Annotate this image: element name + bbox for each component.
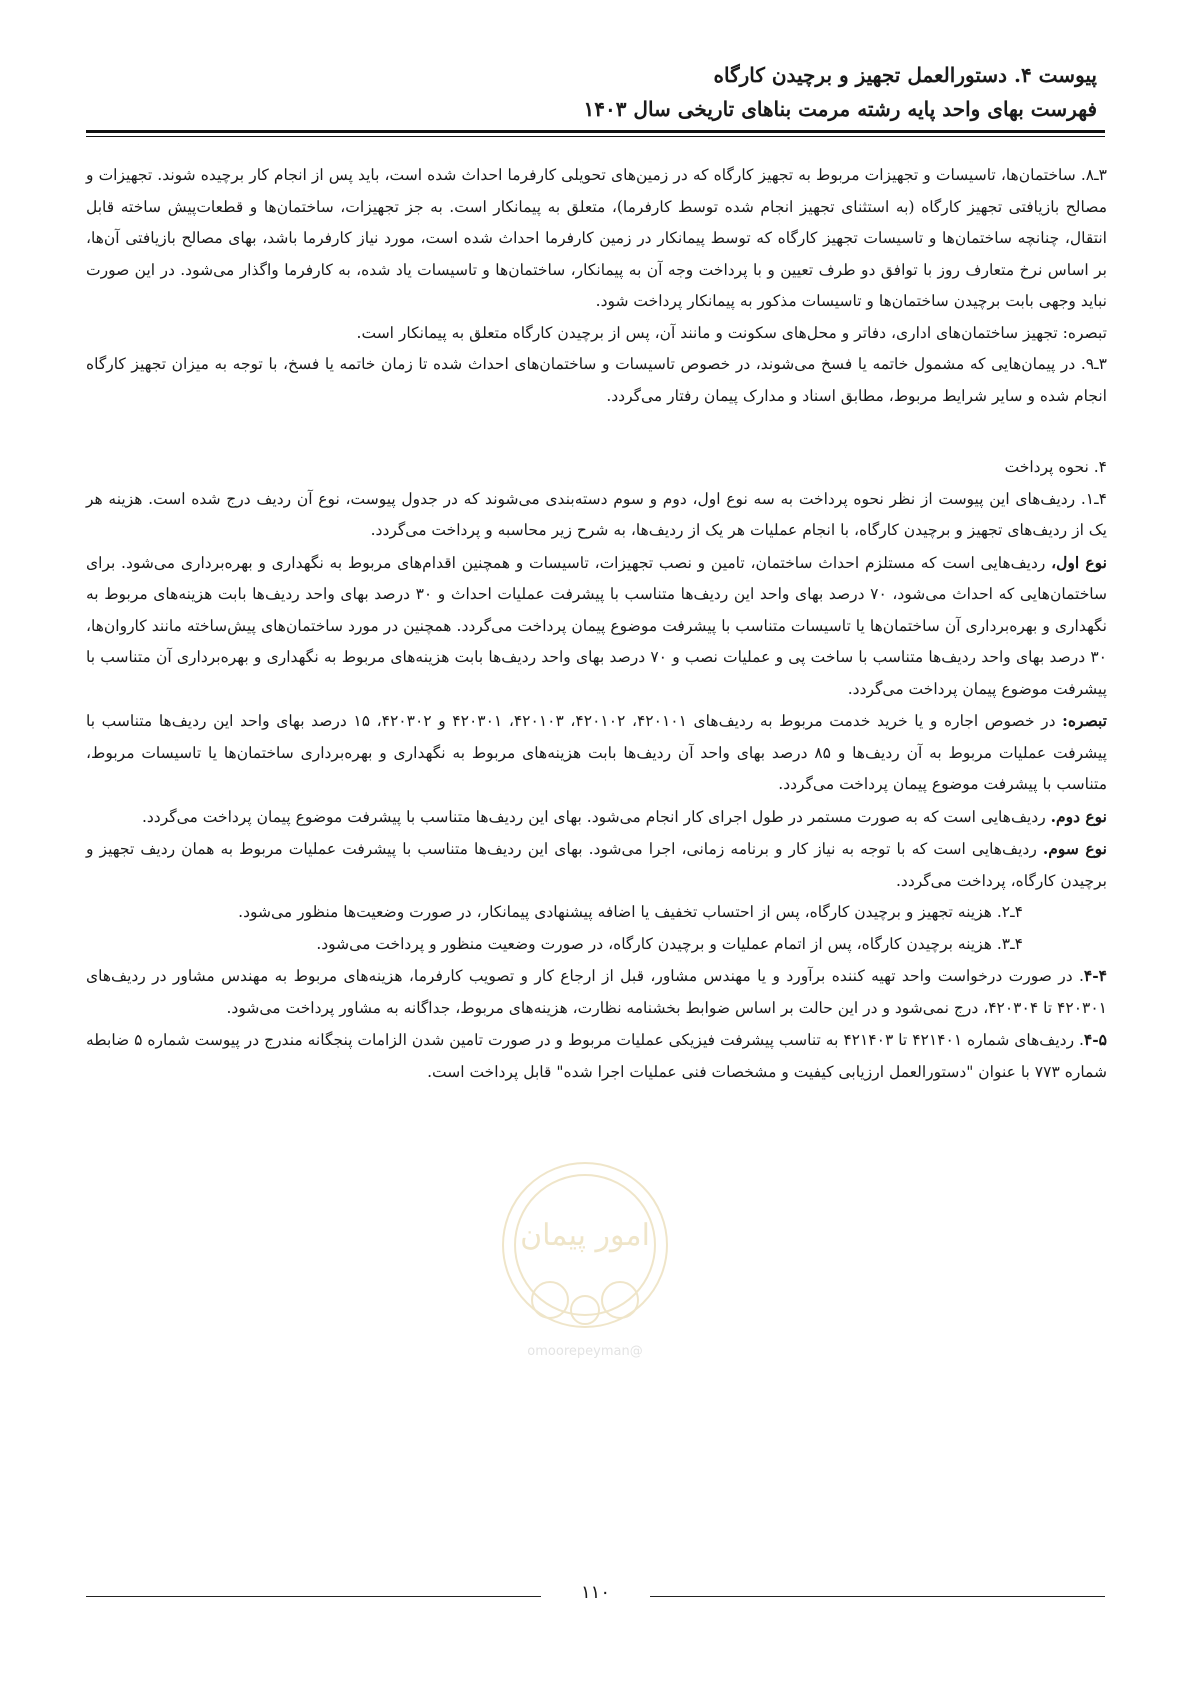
type-2-text: ردیف‌هایی است که به صورت مستمر در طول اجرای کار انجام می‌شود. بهای این ردیف‌ها متناسب با پیشرفت موضوع پیمان پرداخت می‌گردد. xyxy=(141,807,1051,826)
paragraph-3-8: ۳ـ۸. ساختمان‌ها، تاسیسات و تجهیزات مربوط به تجهیز کارگاه که در زمین‌های تحویلی کارفرما احداث شده است، باید پس از انجام کار برچیده شوند. تجهیزات و مصالح بازیافتی تجهیز کارگاه (به استثنای تجهیز انجام شده توسط کارفرما)، متعلق به پیمانکار است. به جز تجهیزات، ساختمان‌ها و قطعات‌پیش ساخته قابل انتقال، چنانچه ساختمان‌ها و تاسیسات تجهیز کارگاه که توسط پیمانکار در زمین کارفرما احداث شده است، مورد نیاز کارفرما باشد، بهای مصالح بازیافتی آن‌ها، بر اساس نرخ متعارف روز با توافق دو طرف تعیین و با پرداخت وجه آن به پیمانکار، ساختمان‌ها و تاسیسات یاد شده، به کارفرما واگذار می‌شود. در این صورت نباید وجهی بابت برچیدن ساختمان‌ها و تاسیسات مذکور به پیمانکار پرداخت شود. xyxy=(86,166,1107,310)
p4-5-label: ۴-۵ xyxy=(1083,1030,1107,1049)
header-title-line1: پیوست ۴. دستورالعمل تجهیز و برچیدن کارگاه xyxy=(713,63,1097,87)
note-label: تبصره: xyxy=(1062,711,1107,730)
paragraph-note xyxy=(86,705,1107,801)
watermark-logo xyxy=(480,1150,690,1370)
paragraph-3-8-note: تبصره: تجهیز ساختمان‌های اداری، دفاتر و محل‌های سکونت و مانند آن، پس از برچیدن کارگاه متعلق به پیمانکار است. xyxy=(356,323,1107,342)
paragraph-type-2 xyxy=(86,801,1107,834)
paragraph-4-1: ۴ـ۱. ردیف‌های این پیوست از نظر نحوه پرداخت به سه نوع اول، دوم و سوم دسته‌بندی می‌شوند که در جدول پیوست، نوع آن ردیف درج شده است. هزینه هر یک از ردیف‌های تجهیز و برچیدن کارگاه، با انجام عملیات هر یک از ردیف‌ها، به شرح زیر محاسبه و پرداخت می‌گردد. xyxy=(86,489,1107,539)
paragraph-4-5 xyxy=(86,1024,1107,1088)
type-3-text: ردیف‌هایی است که با توجه به نیاز کار و برنامه زمانی، اجرا می‌شود. بهای این ردیف‌ها متناسب با پیشرفت عملیات مربوط به همان ردیف تجهیز و برچیدن کارگاه، پرداخت می‌گردد. xyxy=(86,840,1107,890)
type-2-label: نوع دوم. xyxy=(1050,806,1107,826)
page-number: ۱۱۰ xyxy=(580,1582,610,1603)
header-rule-thin xyxy=(86,136,1105,137)
section-4-heading: ۴. نحوه پرداخت xyxy=(1004,458,1107,476)
paragraph-4-4 xyxy=(86,960,1107,1024)
type-1-text: ردیف‌هایی است که مستلزم احداث ساختمان، تامین و نصب تجهیزات، تاسیسات و همچنین اقدام‌های مربوط به نگهداری و بهره‌برداری می‌شود. برای ساختمان‌هایی که احداث می‌شود، ۷۰ درصد بهای واحد این ردیف‌ها متناسب با پیشرفت عملیات احداث و ۳۰ درصد بهای واحد ردیف‌ها بابت هزینه‌های مربوط به نگهداری و بهره‌برداری آن ساختمان‌ها یا تاسیسات متناسب با پیشرفت موضوع پیمان پرداخت می‌گردد. همچنین در مورد ساختمان‌های پیش‌ساخته مانند کاروان‌ها، ۳۰ درصد بهای واحد ردیف‌ها متناسب با ساخت پی و عملیات نصب و ۷۰ درصد بهای واحد ردیف‌ها بابت هزینه‌های مربوط به نگهداری و بهره‌برداری آن متناسب با پیشرفت موضوع پیمان پرداخت می‌گردد. xyxy=(86,553,1108,698)
note-text: در خصوص اجاره و یا خرید خدمت مربوط به ردیف‌های ۴۲۰۱۰۱، ۴۲۰۱۰۲، ۴۲۰۱۰۳، ۴۲۰۳۰۱ و ۴۲۰۳۰۲، ۱۵ درصد بهای واحد این ردیف‌ها متناسب با پیشرفت عملیات مربوط به آن ردیف‌ها و ۸۵ درصد بهای واحد آن ردیف‌ها بابت هزینه‌های مربوط به نگهداری و بهره‌برداری ساختمان‌ها یا تاسیسات مربوط، متناسب با پیشرفت موضوع پیمان پرداخت می‌گردد. xyxy=(86,712,1107,793)
p4-5-text: . ردیف‌های شماره ۴۲۱۴۰۱ تا ۴۲۱۴۰۳ به تناسب پیشرفت فیزیکی عملیات مربوط و در صورت تامین شدن الزامات پنجگانه مندرج در پیوست شماره ۵ ضابطه شماره ۷۷۳ با عنوان "دستورالعمل ارزیابی کیفیت و مشخصات فنی عملیات اجرا شده" قابل پرداخت است. xyxy=(86,1031,1107,1081)
paragraph-4-2: ۴ـ۲. هزینه تجهیز و برچیدن کارگاه، پس از احتساب تخفیف یا اضافه پیشنهادی پیمانکار، در صورت وضعیت‌ها منظور می‌شود. xyxy=(238,903,1023,921)
paragraph-3-9: ۳ـ۹. در پیمان‌هایی که مشمول خاتمه یا فسخ می‌شوند، در خصوص تاسیسات و ساختمان‌های احداث شده تا زمان خاتمه یا فسخ، با توجه به میزان تجهیز کارگاه انجام شده و سایر شرایط مربوط، مطابق اسناد و مدارک پیمان رفتار می‌گردد. xyxy=(86,355,1107,405)
watermark-text: امور پیمان xyxy=(520,1218,650,1253)
paragraph-type-1 xyxy=(86,547,1107,706)
p4-4-text: . در صورت درخواست واحد تهیه کننده برآورد و یا مهندس مشاور، قبل از ارجاع کار و تصویب کارفرما، هزینه‌های مربوط به مهندس مشاور در ردیف‌های ۴۲۰۳۰۱ تا ۴۲۰۳۰۴، درج نمی‌شود و در این حالت بر اساس ضوابط بخشنامه نظارت، هزینه‌های مربوط، جداگانه به مشاور پرداخت می‌شود. xyxy=(86,967,1107,1017)
watermark-handle: @omoorepeyman xyxy=(527,1344,643,1359)
header-title-line2: فهرست بهای واحد پایه رشته مرمت بناهای تاریخی سال ۱۴۰۳ xyxy=(583,97,1097,121)
header-rule-thick xyxy=(86,130,1105,133)
type-3-label: نوع سوم. xyxy=(1042,839,1107,858)
section-gap xyxy=(86,412,1107,452)
paragraph-4-3: ۴ـ۳. هزینه برچیدن کارگاه، پس از اتمام عملیات و برچیدن کارگاه، در صورت وضعیت منظور و پرداخت می‌شود. xyxy=(316,934,1023,953)
paragraph-type-3 xyxy=(86,833,1107,897)
type-1-label: نوع اول، xyxy=(1051,552,1107,572)
page-header xyxy=(86,58,1105,126)
p4-4-label: ۴-۴ xyxy=(1083,966,1107,985)
document-body xyxy=(86,160,1107,1088)
